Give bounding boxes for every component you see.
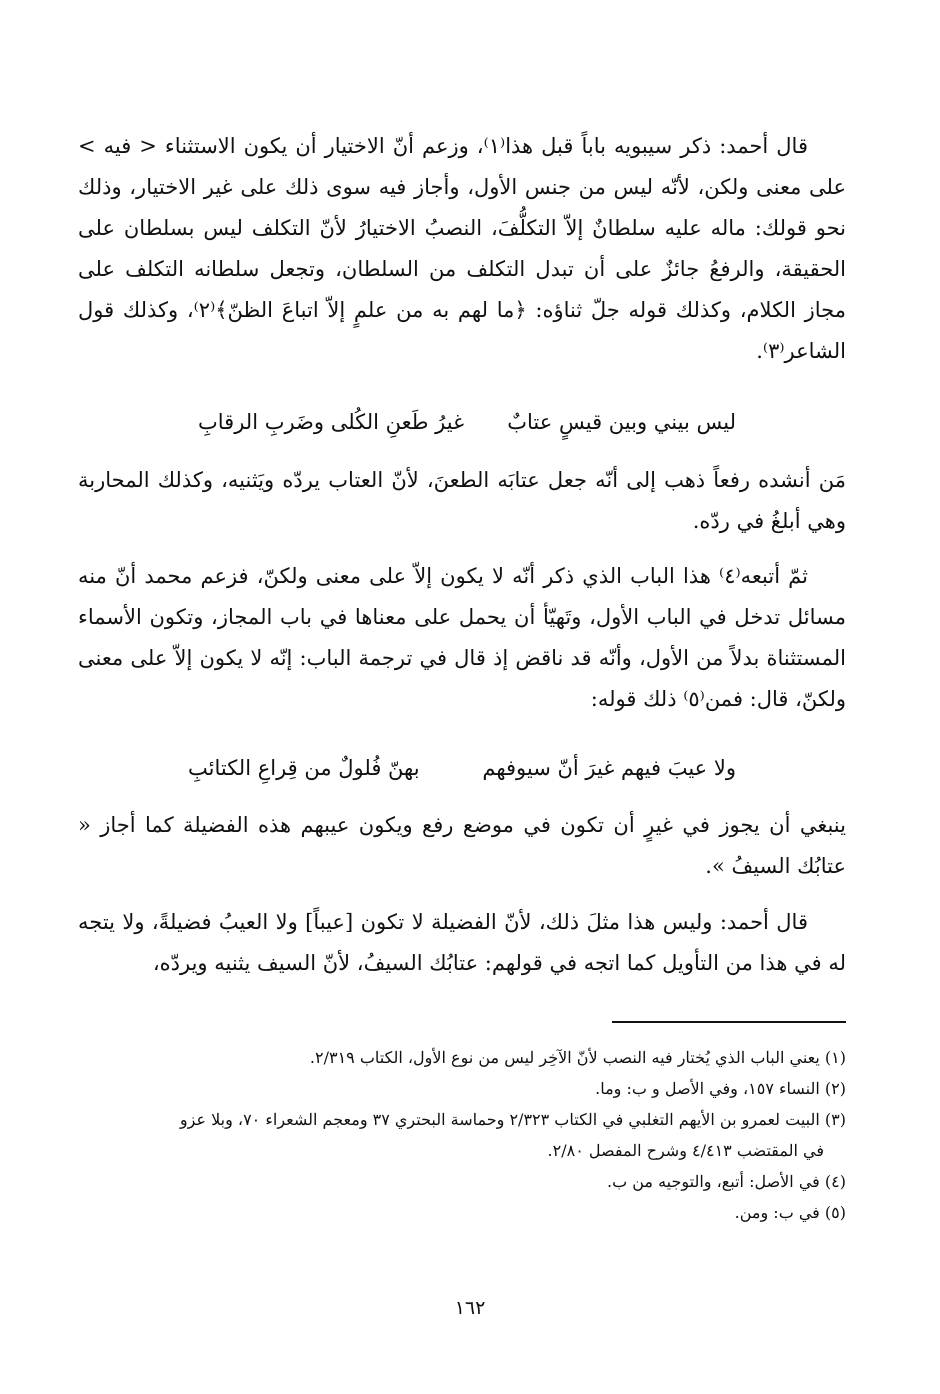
paragraph-3: ثمّ أتبعه⁽٤⁾ هذا الباب الذي ذكر أنّه لا يكون إلاّ على معنى ولكنّ، فزعم محمد أنّ منه مسائل تدخل في الباب الأول، وتَهيّأ أن يحمل على معناها في باب المجاز، وتكون الأسماء المستثناة بدلاً من الأول، وأنّه قد ناقض إذ قال في ترجمة الباب: إنّه لا يكون إلاّ على معنى ولكنّ، قال: فمن⁽٥⁾ ذلك قوله: [78,564,846,711]
verse-1-second-hemistich: غيرُ طَعنِ الكُلى وضَربِ الرقابِ [198,410,465,434]
footnote-5-text: (٥) في ب: ومن. [734,1203,846,1222]
paragraph-5: قال أحمد: وليس هذا مثلَ ذلك، لأنّ الفضيلة لا تكون [عيباً] ولا العيبُ فضيلةً، ولا يتجه له في هذا من التأويل كما اتجه في قولهم: عتابُك السيفُ، لأنّ السيف يثنيه ويردّه، [78,910,846,975]
footnote-5 [78,1197,846,1228]
footnote-divider [612,1021,846,1023]
footnote-1 [78,1042,846,1073]
footnote-2-text: (٢) النساء ١٥٧، وفي الأصل و ب: وما. [595,1079,846,1098]
footnote-4-text: (٤) في الأصل: أتبع، والتوجيه من ب. [607,1172,846,1191]
footnote-4 [78,1166,846,1197]
paragraph-5-block [78,902,846,984]
page-number: ١٦٢ [454,1297,486,1319]
footnote-1-text: (١) يعني الباب الذي يُختار فيه النصب لأنّ الآخِر ليس من نوع الأول، الكتاب ٢/٣١٩. [309,1048,846,1067]
footnote-3-continuation: في المقتضب ٤/٤١٣ وشرح المفصل ٢/٨٠. [547,1141,824,1160]
footnote-2 [78,1073,846,1104]
paragraph-1: قال أحمد: ذكر سيبويه باباً قبل هذا⁽١⁾، وزعم أنّ الاختيار أن يكون الاستثناء < فيه > على معنى ولكن، لأنّه ليس من جنس الأول، وأجاز فيه سوى ذلك على غير الاختيار، وذلك نحو قولك: ماله عليه سلطانٌ إلاّ التكلُّفَ، النصبُ الاختيارُ لأنّ التكلف ليس بسلطان على الحقيقة، والرفعُ جائزٌ على أن تبدل التكلف من السلطان، وتجعل سلطانه التكلف على مجاز الكلام، وكذلك قوله جلّ ثناؤه: ﴿ما لهم به من علمٍ إلاّ اتباعَ الظنّ﴾⁽٢⁾، وكذلك قول الشاعر⁽٣⁾. [78,134,846,363]
verse-2-second-hemistich: بهنّ فُلولٌ من قِراعِ الكتائبِ [188,756,420,780]
verse-2 [78,748,846,788]
paragraph-2: مَن أنشده رفعاً ذهب إلى أنّه جعل عتابَه الطعنَ، لأنّ العتاب يردّه ويَثنيه، وكذلك المحاربة وهي أبلغُ في ردّه. [78,468,846,533]
footnote-3 [78,1104,846,1166]
footnotes [78,1042,846,1228]
footnote-3-text: (٣) البيت لعمرو بن الأيهم التغلبي في الكتاب ٢/٣٢٣ وحماسة البحتري ٣٧ ومعجم الشعراء ٧٠، وبلا عزو [179,1110,846,1129]
verse-1 [78,402,846,442]
verse-1-first-hemistich: ليس بيني وبين قيسٍ عتابٌ [507,410,736,434]
paragraph-3-block [78,556,846,720]
verse-2-first-hemistich: ولا عيبَ فيهم غيرَ أنّ سيوفهم [482,756,736,780]
paragraph-4-block [78,805,846,887]
paragraph-4: ينبغي أن يجوز في غيرٍ أن تكون في موضع رفع ويكون عيبهم هذه الفضيلة كما أجاز « عتابُك السيفُ ». [78,813,846,878]
paragraph-2-block [78,460,846,542]
paragraph-1-block [78,126,846,372]
